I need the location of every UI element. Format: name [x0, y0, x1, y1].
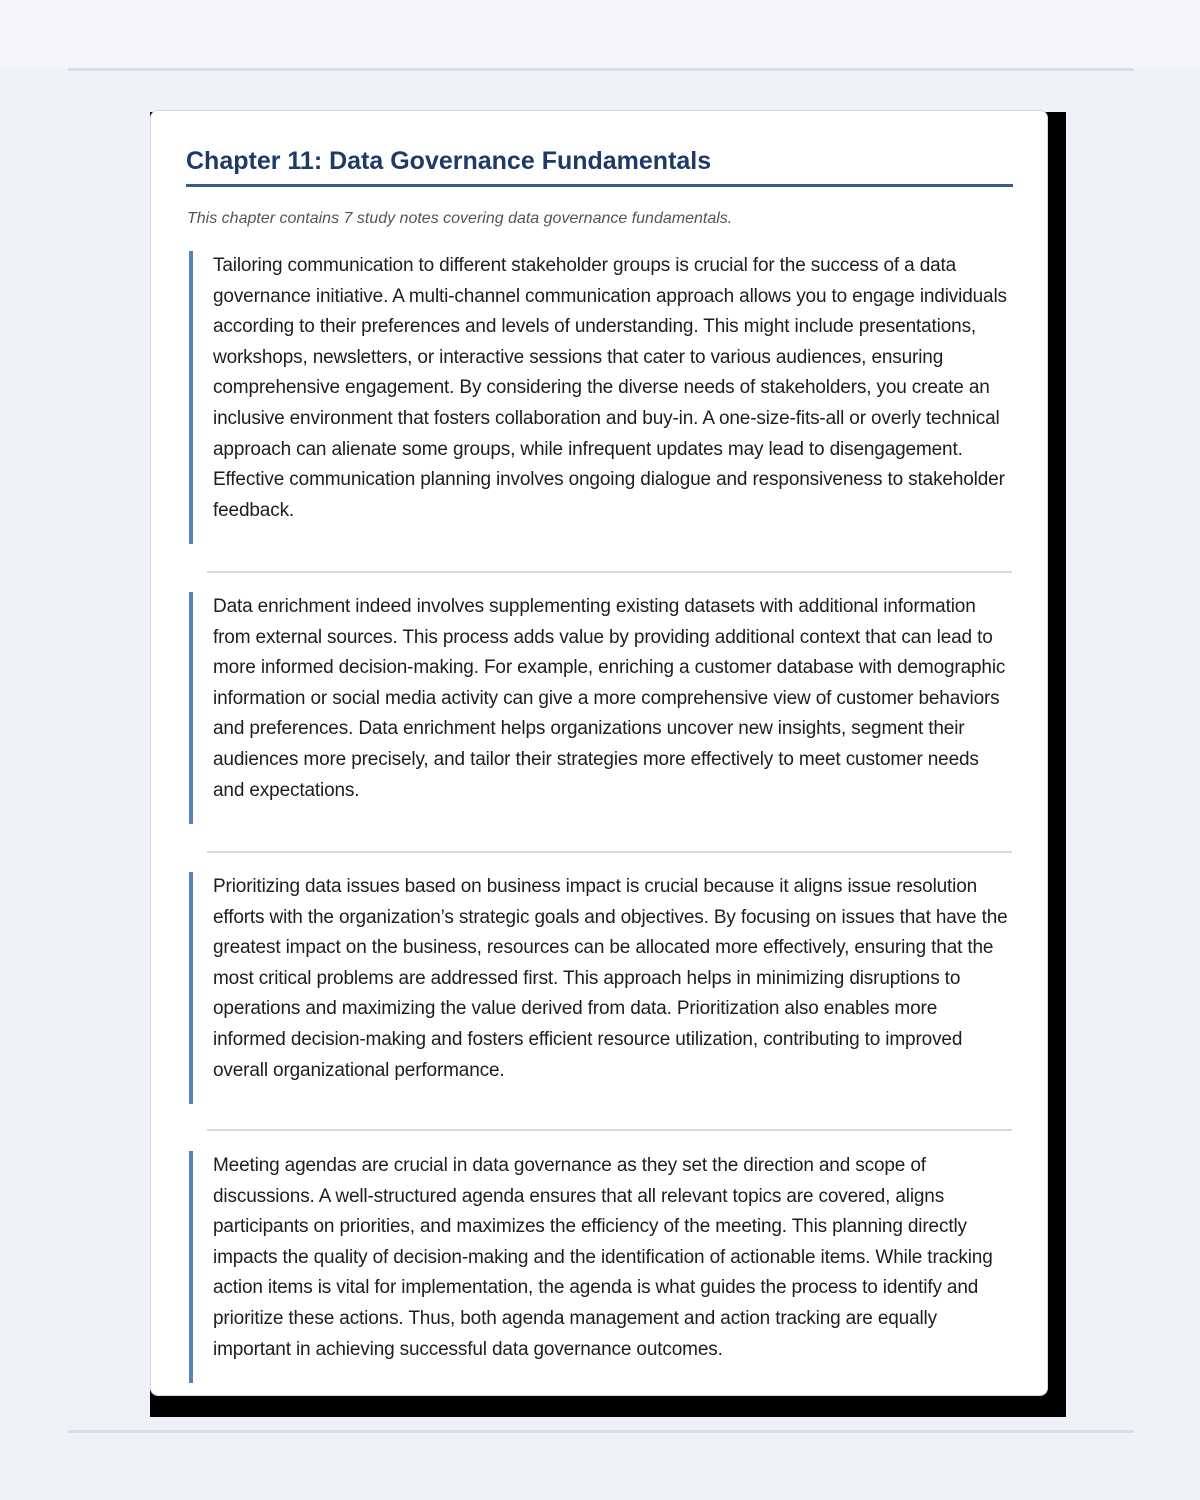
study-note-text: Meeting agendas are crucial in data governance as they set the direction and scope of discussions. A well-structured agenda ensures that all relevant topics are covered, aligns participants on priorities, and maximizes the efficiency of the meeting. This planning directly impacts the quality of decision-making and the identification of actionable items. While tracking action items is vital for implementation, the agenda is what guides the process to identify and prioritize these actions. Thus, both agenda management and action tracking are equally important in achieving successful data governance outcomes. [213, 1155, 993, 1360]
study-note-4 [189, 1151, 1011, 1383]
study-note-1 [189, 251, 1011, 544]
study-note-3 [189, 872, 1011, 1104]
study-note-text: Tailoring communication to different stakeholder groups is crucial for the success of a data governance initiative. A multi-channel communication approach allows you to engage individuals according to their preferences and levels of understanding. This might include presentations, workshops, newsletters, or interactive sessions that cater to various audiences, ensuring comprehensive engagement. By considering the diverse needs of stakeholders, you create an inclusive environment that fosters collaboration and buy-in. A one-size-fits-all or overly technical approach can alienate some groups, while infrequent updates may lead to disengagement. Effective communication planning involves ongoing dialogue and responsiveness to stakeholder feedback. [213, 255, 1007, 521]
chapter-intro: This chapter contains 7 study notes covering data governance fundamentals. [187, 210, 733, 227]
chapter-title: Chapter 11: Data Governance Fundamentals [186, 144, 1013, 187]
chapter-card [150, 110, 1048, 1396]
study-note-2 [189, 592, 1011, 824]
note-divider [207, 1129, 1012, 1131]
bottom-divider-line [68, 1430, 1134, 1433]
study-note-text: Prioritizing data issues based on business impact is crucial because it aligns issue resolution efforts with the organization’s strategic goals and objectives. By focusing on issues that have the greatest impact on the business, resources can be allocated more effectively, ensuring that the most critical problems are addressed first. This approach helps in minimizing disruptions to operations and maximizing the value derived from data. Prioritization also enables more informed decision-making and fosters efficient resource utilization, contributing to improved overall organizational performance. [213, 876, 1008, 1081]
note-divider [207, 571, 1012, 573]
study-note-text: Data enrichment indeed involves supplementing existing datasets with additional information from external sources. This process adds value by providing additional context that can lead to more informed decision-making. For example, enriching a customer database with demographic information or social media activity can give a more comprehensive view of customer behaviors and preferences. Data enrichment helps organizations uncover new insights, segment their audiences more precisely, and tailor their strategies more effectively to meet customer needs and expectations. [213, 596, 1006, 801]
note-divider [207, 851, 1012, 853]
page-header-band [0, 0, 1200, 68]
top-divider-line [68, 68, 1134, 71]
